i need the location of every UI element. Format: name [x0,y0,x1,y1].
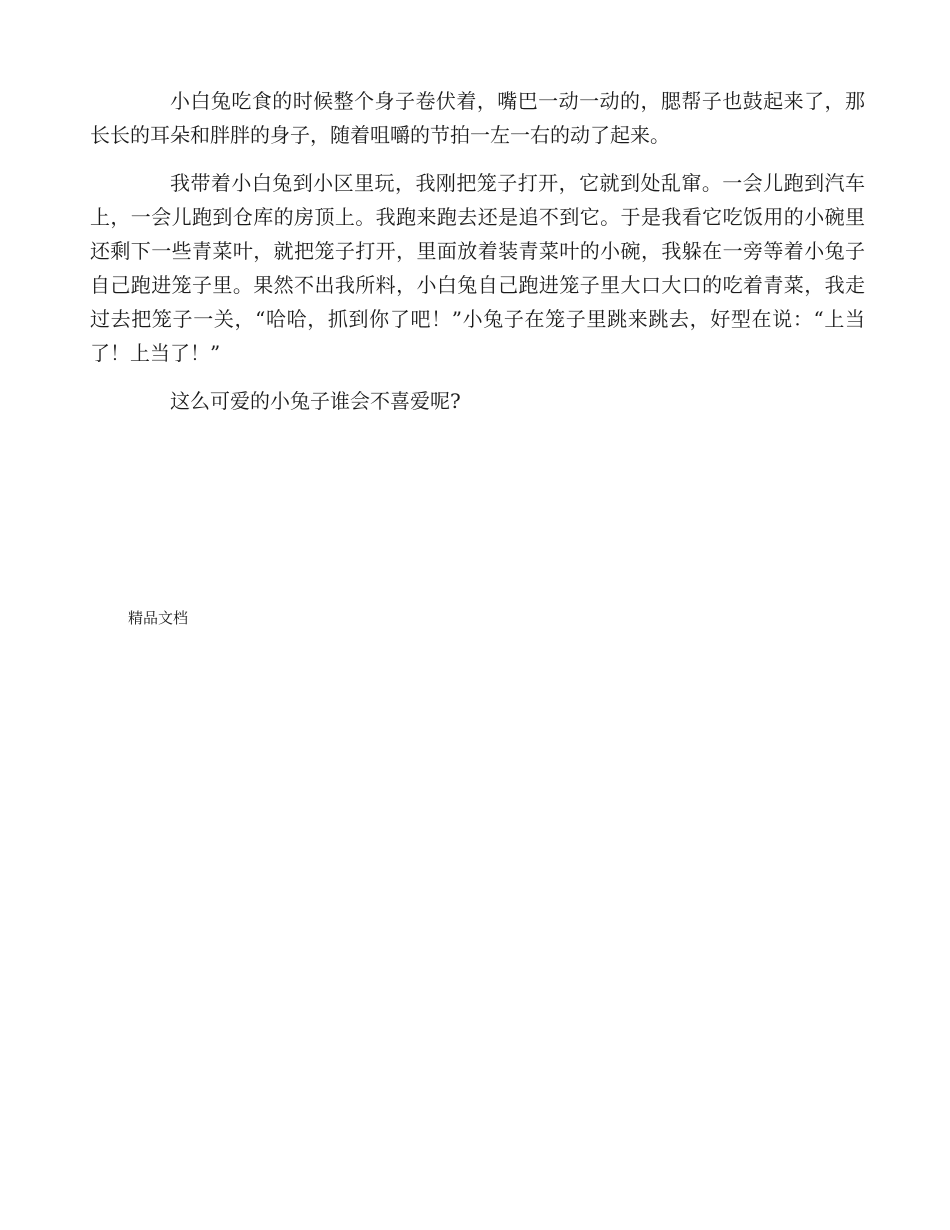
paragraph-rabbit-play: 我带着小白兔到小区里玩，我刚把笼子打开，它就到处乱窜。一会儿跑到汽车上，一会儿跑到仓库的房顶上。我跑来跑去还是追不到它。于是我看它吃饭用的小碗里还剩下一些青菜叶，就把笼子打开，里面放着装青菜叶的小碗，我躲在一旁等着小兔子自己跑进笼子里。果然不出我所料，小白兔自己跑进笼子里大口大口的吃着青菜，我走过去把笼子一关，“哈哈，抓到你了吧！”小兔子在笼子里跳来跳去，好型在说：“上当了！上当了！” [90,171,865,365]
paragraph-rabbit-eating: 小白兔吃食的时候整个身子卷伏着，嘴巴一动一动的，腮帮子也鼓起来了，那长长的耳朵和胖胖的身子，随着咀嚼的节拍一左一右的动了起来。 [90,89,865,147]
paragraph-conclusion: 这么可爱的小兔子谁会不喜爱呢? [170,389,461,413]
document-footer: 精品文档 [128,609,189,627]
document-body [90,84,865,432]
